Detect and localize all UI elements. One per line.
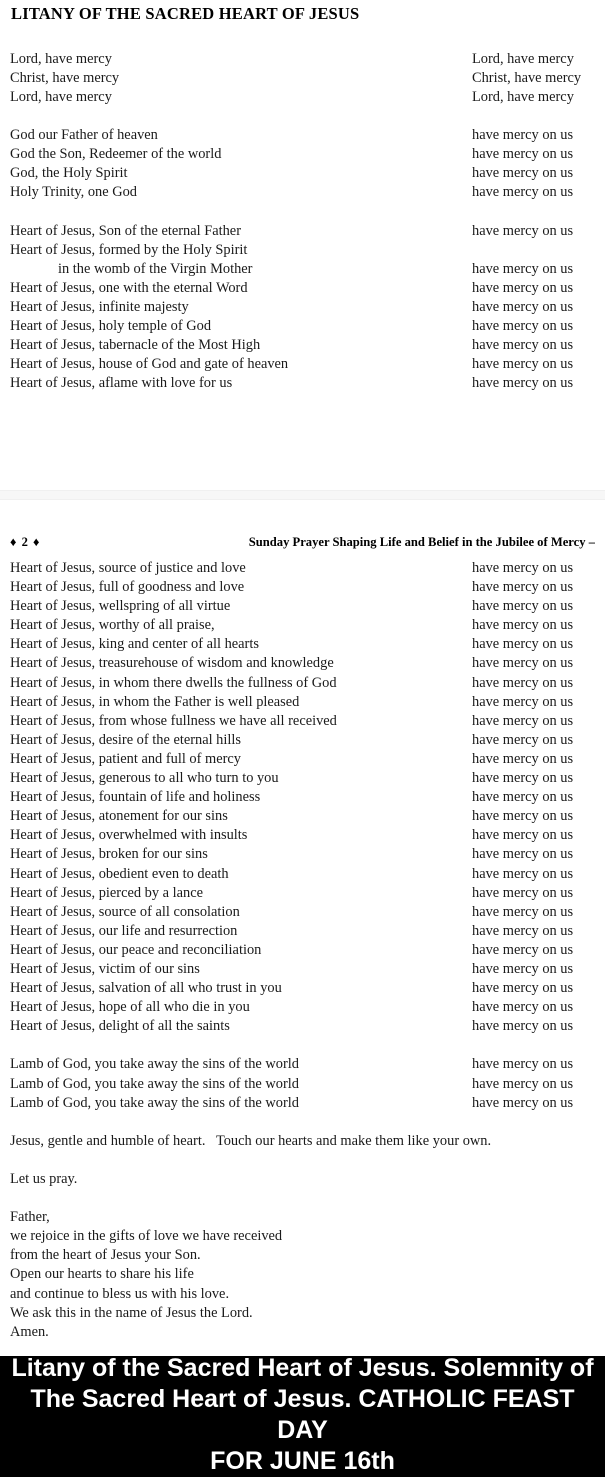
litany-row — [10, 374, 595, 393]
litany-response: have mercy on us — [472, 375, 574, 392]
litany-row — [10, 126, 595, 145]
litany-row — [10, 355, 595, 374]
litany-response: have mercy on us — [472, 655, 574, 672]
litany-invocation: Heart of Jesus, pierced by a lance — [10, 884, 203, 901]
litany-response: have mercy on us — [472, 750, 574, 767]
litany-row — [10, 260, 595, 279]
page-one — [0, 0, 605, 490]
litany-response: Lord, have mercy — [472, 50, 574, 67]
litany-row — [10, 241, 595, 260]
litany-invocation: Heart of Jesus, overwhelmed with insults — [10, 827, 248, 844]
litany-invocation: in the womb of the Virgin Mother — [58, 260, 253, 277]
litany-invocation: Heart of Jesus, formed by the Holy Spirit — [10, 241, 248, 258]
litany-row — [10, 845, 595, 864]
caption-line: The Sacred Heart of Jesus. CATHOLIC FEAST DAY — [30, 1384, 575, 1444]
litany-invocation: Heart of Jesus, broken for our sins — [10, 846, 208, 863]
litany-row — [10, 50, 595, 69]
litany-response: have mercy on us — [472, 941, 574, 958]
litany-response: Lord, have mercy — [472, 88, 574, 105]
litany-row — [10, 731, 595, 750]
litany-response: have mercy on us — [472, 922, 574, 939]
litany-response: have mercy on us — [472, 222, 574, 239]
litany-response: have mercy on us — [472, 127, 574, 144]
litany-invocation: Heart of Jesus, source of all consolation — [10, 903, 240, 920]
litany-invocation: Heart of Jesus, victim of our sins — [10, 960, 200, 977]
litany-response: have mercy on us — [472, 960, 574, 977]
litany-invocation: Lord, have mercy — [10, 50, 112, 67]
prayer-line: We ask this in the name of Jesus the Lord. — [10, 1304, 253, 1321]
litany-invocation: Heart of Jesus, obedient even to death — [10, 865, 229, 882]
litany-response: have mercy on us — [472, 674, 574, 691]
litany-response: have mercy on us — [472, 999, 574, 1016]
litany-row — [10, 865, 595, 884]
prayer-line: and continue to bless us with his love. — [10, 1285, 230, 1302]
let-us-pray: Let us pray. — [10, 1171, 78, 1187]
litany-response: have mercy on us — [472, 731, 574, 748]
litany-response: have mercy on us — [472, 337, 574, 354]
litany-row — [10, 769, 595, 788]
litany-row — [10, 674, 595, 693]
litany-invocation: Heart of Jesus, our life and resurrection — [10, 922, 238, 939]
spacer — [10, 1151, 595, 1170]
litany-response: have mercy on us — [472, 903, 574, 920]
spacer — [10, 202, 595, 221]
litany-row — [10, 788, 595, 807]
litany-invocation: Lamb of God, you take away the sins of the world — [10, 1094, 299, 1111]
litany-invocation: God the Son, Redeemer of the world — [10, 146, 222, 163]
spacer — [10, 31, 595, 50]
litany-response: have mercy on us — [472, 846, 574, 863]
litany-response: have mercy on us — [472, 789, 574, 806]
spacer — [10, 1189, 595, 1208]
litany-response: have mercy on us — [472, 1075, 574, 1092]
litany-response: have mercy on us — [472, 827, 574, 844]
litany-row — [10, 1094, 595, 1113]
caption-line: Litany of the Sacred Heart of Jesus. Solemnity of — [11, 1353, 594, 1382]
page-title: LITANY OF THE SACRED HEART OF JESUS — [11, 4, 360, 23]
litany-row — [10, 183, 595, 202]
litany-invocation: Heart of Jesus, patient and full of mercy — [10, 750, 241, 767]
prayer-line: from the heart of Jesus your Son. — [10, 1247, 201, 1264]
spacer — [10, 107, 595, 126]
prayer-line: Father, — [10, 1209, 50, 1226]
litany-row — [10, 807, 595, 826]
litany-response: have mercy on us — [472, 617, 574, 634]
litany-row — [10, 750, 595, 769]
litany-invocation: Heart of Jesus, full of goodness and love — [10, 579, 245, 596]
page-break-spacer — [0, 500, 605, 535]
litany-response: have mercy on us — [472, 865, 574, 882]
litany-row — [10, 712, 595, 731]
litany-invocation: Heart of Jesus, our peace and reconciliation — [10, 941, 262, 958]
running-header-title: Sunday Prayer Shaping Life and Belief in the Jubilee of Mercy – — [248, 535, 595, 549]
litany-invocation: Christ, have mercy — [10, 69, 120, 86]
litany-response: have mercy on us — [472, 1094, 574, 1111]
litany-response: have mercy on us — [472, 1056, 574, 1073]
litany-response: have mercy on us — [472, 636, 574, 653]
litany-response: have mercy on us — [472, 318, 574, 335]
litany-row — [10, 597, 595, 616]
litany-response: have mercy on us — [472, 184, 574, 201]
caption-line: FOR JUNE 16th — [210, 1446, 395, 1475]
litany-invocation: Heart of Jesus, delight of all the saints — [10, 1018, 230, 1035]
litany-row — [10, 979, 595, 998]
litany-row — [10, 336, 595, 355]
page-two — [0, 535, 605, 1342]
running-header — [10, 535, 595, 550]
caption-banner — [0, 1353, 605, 1477]
litany-response: Christ, have mercy — [472, 69, 582, 86]
litany-invocation: Heart of Jesus, desire of the eternal hills — [10, 731, 241, 748]
litany-invocation: Heart of Jesus, wellspring of all virtue — [10, 598, 231, 615]
litany-invocation: Heart of Jesus, worthy of all praise, — [10, 617, 215, 634]
litany-invocation: Lamb of God, you take away the sins of the world — [10, 1075, 299, 1092]
litany-invocation: Heart of Jesus, salvation of all who trust in you — [10, 980, 282, 997]
litany-response: have mercy on us — [472, 1018, 574, 1035]
litany-row — [10, 317, 595, 336]
litany-invocation: Lord, have mercy — [10, 88, 112, 105]
prayer-line: Amen. — [10, 1323, 49, 1340]
lamb-of-god-group — [10, 1055, 595, 1112]
litany-row — [10, 145, 595, 164]
folio-page-number: ♦ 2 ♦ — [10, 535, 41, 549]
litany-invocation: Heart of Jesus, holy temple of God — [10, 318, 212, 335]
litany-invocation: Lamb of God, you take away the sins of the world — [10, 1056, 299, 1073]
litany-row — [10, 298, 595, 317]
litany-response: have mercy on us — [472, 165, 574, 182]
litany-invocation: Heart of Jesus, from whose fullness we have all received — [10, 712, 337, 729]
litany-invocation: Heart of Jesus, Son of the eternal Father — [10, 222, 241, 239]
litany-row — [10, 279, 595, 298]
litany-response: have mercy on us — [472, 279, 574, 296]
heart-invocations-page-two — [10, 559, 595, 1036]
litany-row — [10, 960, 595, 979]
litany-row — [10, 826, 595, 845]
litany-invocation: Heart of Jesus, source of justice and love — [10, 560, 246, 576]
litany-response: have mercy on us — [472, 146, 574, 163]
collect-prayer — [10, 1208, 595, 1342]
litany-response: have mercy on us — [472, 579, 574, 596]
litany-response: have mercy on us — [472, 356, 574, 373]
litany-invocation: Heart of Jesus, treasurehouse of wisdom and knowledge — [10, 655, 334, 672]
litany-row — [10, 1075, 595, 1094]
litany-invocation: Heart of Jesus, hope of all who die in you — [10, 999, 250, 1016]
closing-antiphon: Jesus, gentle and humble of heart. Touch our hearts and make them like your own. — [10, 1132, 492, 1149]
litany-row — [10, 1055, 595, 1074]
litany-invocation: Heart of Jesus, atonement for our sins — [10, 808, 228, 825]
litany-invocation: God, the Holy Spirit — [10, 165, 128, 182]
litany-row — [10, 616, 595, 635]
litany-response: have mercy on us — [472, 693, 574, 710]
litany-row — [10, 922, 595, 941]
litany-invocation: Heart of Jesus, in whom the Father is well pleased — [10, 693, 300, 710]
kyrie-group — [10, 50, 595, 107]
litany-row — [10, 654, 595, 673]
litany-response: have mercy on us — [472, 560, 574, 576]
litany-row — [10, 998, 595, 1017]
litany-invocation: Heart of Jesus, tabernacle of the Most High — [10, 337, 261, 354]
litany-invocation: Heart of Jesus, fountain of life and holiness — [10, 789, 261, 806]
prayer-line: we rejoice in the gifts of love we have received — [10, 1228, 283, 1245]
litany-row — [10, 1017, 595, 1036]
litany-row — [10, 941, 595, 960]
litany-invocation: Heart of Jesus, infinite majesty — [10, 298, 189, 315]
litany-row — [10, 222, 595, 241]
heart-invocations-page-one — [10, 222, 595, 394]
litany-row — [10, 884, 595, 903]
litany-response: have mercy on us — [472, 884, 574, 901]
litany-row — [10, 693, 595, 712]
prayer-line: Open our hearts to share his life — [10, 1266, 194, 1283]
litany-invocation: Holy Trinity, one God — [10, 184, 137, 201]
litany-row — [10, 903, 595, 922]
litany-invocation: Heart of Jesus, one with the eternal Word — [10, 279, 248, 296]
spacer — [10, 1036, 595, 1055]
litany-row — [10, 635, 595, 654]
litany-response: have mercy on us — [472, 770, 574, 787]
page-break-band — [0, 490, 605, 500]
litany-response: have mercy on us — [472, 712, 574, 729]
litany-response: have mercy on us — [472, 808, 574, 825]
spacer — [10, 1113, 595, 1132]
litany-response: have mercy on us — [472, 980, 574, 997]
litany-invocation: Heart of Jesus, king and center of all hearts — [10, 636, 259, 653]
litany-row — [10, 88, 595, 107]
litany-invocation: God our Father of heaven — [10, 127, 158, 144]
litany-response: have mercy on us — [472, 598, 574, 615]
litany-invocation: Heart of Jesus, house of God and gate of heaven — [10, 356, 289, 373]
litany-row — [10, 559, 595, 578]
litany-invocation: Heart of Jesus, aflame with love for us — [10, 375, 233, 392]
litany-row — [10, 164, 595, 183]
trinity-group — [10, 126, 595, 202]
litany-row — [10, 69, 595, 88]
litany-invocation: Heart of Jesus, generous to all who turn to you — [10, 770, 279, 787]
litany-invocation: Heart of Jesus, in whom there dwells the fullness of God — [10, 674, 337, 691]
litany-row — [10, 578, 595, 597]
litany-response: have mercy on us — [472, 260, 574, 277]
litany-response: have mercy on us — [472, 298, 574, 315]
